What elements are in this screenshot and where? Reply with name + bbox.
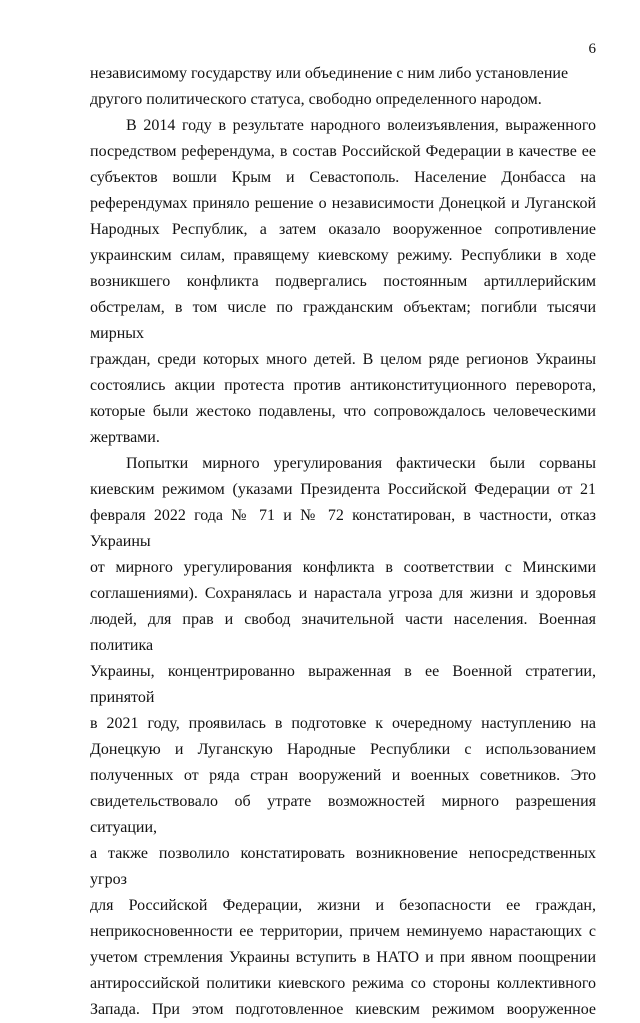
text-line: свидетельствовало об утрате возможностей мирного разрешения ситуации, [90, 793, 596, 836]
text-line: неприкосновенности ее территории, причем неминуемо нарастающих с [90, 923, 596, 940]
text-line: В 2014 году в результате народного волеизъявления, выраженного [126, 117, 596, 134]
text-line: в 2021 году, проявилась в подготовке к очередному наступлению на [90, 715, 596, 732]
text-line: антироссийской политики киевского режима со стороны коллективного [90, 975, 596, 992]
text-line: Донецкую и Луганскую Народные Республики с использованием [90, 741, 596, 758]
text-line: соглашениями). Сохранялась и нарастала угроза для жизни и здоровья [90, 585, 596, 602]
text-line: украинским силам, правящему киевскому режиму. Республики в ходе [90, 247, 596, 264]
text-line: независимому государству или объединение с ним либо установление [90, 65, 569, 82]
text-line: жертвами. [90, 429, 160, 446]
text-line: субъектов вошли Крым и Севастополь. Население Донбасса на [90, 169, 596, 186]
text-line: посредством референдума, в состав Российской Федерации в качестве ее [90, 143, 596, 160]
text-line: которые были жестоко подавлены, что сопровождалось человеческими [90, 403, 596, 420]
text-line: Запада. При этом подготовленное киевским режимом вооруженное [90, 1001, 596, 1018]
body-text [90, 61, 596, 1023]
text-line: обстрелам, в том числе по гражданским объектам; погибли тысячи мирных [90, 299, 596, 342]
text-line: а также позволило констатировать возникновение непосредственных угроз [90, 845, 596, 888]
text-line: Народных Республик, а затем оказало вооруженное сопротивление [90, 221, 596, 238]
text-line: референдумах приняло решение о независимости Донецкой и Луганской [90, 195, 596, 212]
paragraph [90, 451, 596, 1023]
text-line: для Российской Федерации, жизни и безопасности ее граждан, [90, 897, 596, 914]
paragraph [90, 61, 596, 113]
paragraph [90, 113, 596, 451]
page-number: 6 [588, 41, 596, 57]
text-line: полученных от ряда стран вооружений и военных советников. Это [90, 767, 596, 784]
text-line: февраля 2022 года № 71 и № 72 констатирован, в частности, отказ Украины [90, 507, 596, 550]
text-line: возникшего конфликта подвергались постоянным артиллерийским [90, 273, 596, 290]
text-line: людей, для прав и свобод значительной части населения. Военная политика [90, 611, 596, 654]
text-line: Украины, концентрированно выраженная в ее Военной стратегии, принятой [90, 663, 596, 706]
text-line: состоялись акции протеста против антиконституционного переворота, [90, 377, 596, 394]
text-line: учетом стремления Украины вступить в НАТО и при явном поощрении [90, 949, 596, 966]
text-line: Попытки мирного урегулирования фактически были сорваны [126, 455, 596, 472]
text-line: другого политического статуса, свободно определенного народом. [90, 91, 542, 108]
text-line: граждан, среди которых много детей. В целом ряде регионов Украины [90, 351, 596, 368]
text-line: от мирного урегулирования конфликта в соответствии с Минскими [90, 559, 596, 576]
text-line: киевским режимом (указами Президента Российской Федерации от 21 [90, 481, 596, 498]
